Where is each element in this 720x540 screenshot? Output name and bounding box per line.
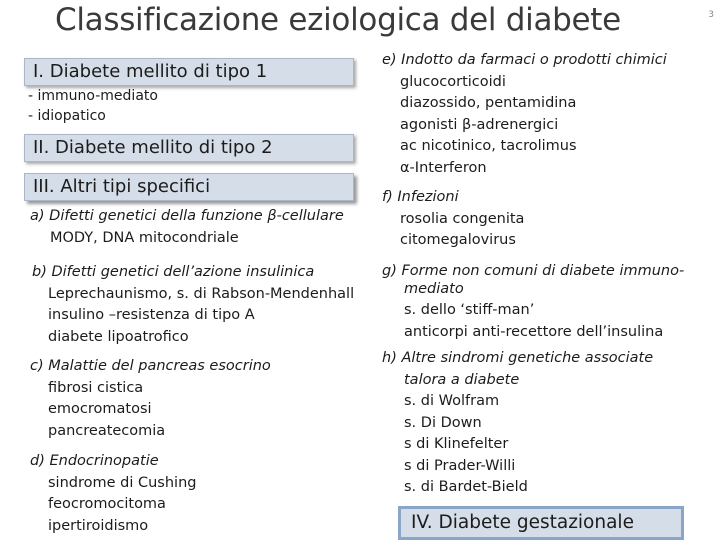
section-f <box>382 187 524 252</box>
section-d <box>30 451 196 537</box>
section-heading: d) Endocrinopatie <box>30 453 159 469</box>
section-heading-continued: mediato <box>404 280 464 297</box>
section-item: s di Klinefelter <box>404 436 509 452</box>
slide-title: Classificazione eziologica del diabete <box>55 2 621 38</box>
section-item: fibrosi cistica <box>48 379 144 396</box>
type2-box: II. Diabete mellito di tipo 2 <box>24 134 354 162</box>
section-item: citomegalovirus <box>400 232 516 248</box>
section-heading: e) Indotto da farmaci o prodotti chimici <box>382 52 667 68</box>
section-item: s. Di Down <box>404 414 482 431</box>
section-item: rosolia congenita <box>400 210 525 227</box>
section-item: s. di Wolfram <box>404 393 500 409</box>
section-heading-continued: talora a diabete <box>404 371 520 388</box>
section-e <box>382 50 667 179</box>
section-item: feocromocitoma <box>48 496 166 512</box>
section-a <box>30 206 344 249</box>
type1-box: I. Diabete mellito di tipo 1 <box>24 58 354 86</box>
section-item: agonisti β-adrenergici <box>400 116 559 133</box>
type1-subtype: - immuno-mediato <box>28 88 158 104</box>
type1-subtype: - idiopatico <box>28 108 106 124</box>
section-heading: b) Difetti genetici dell’azione insulinica <box>32 264 315 280</box>
section-item: s di Prader-Willi <box>404 457 516 474</box>
section-item: ac nicotinico, tacrolimus <box>400 138 577 154</box>
section-item: s. dello ‘stiff-man’ <box>404 302 535 318</box>
section-heading: a) Difetti genetici della funzione β-cellulare <box>30 208 344 224</box>
section-c <box>30 356 271 442</box>
type4-box: IV. Diabete gestazionale <box>398 506 684 540</box>
section-item: sindrome di Cushing <box>48 474 197 491</box>
section-g <box>382 261 684 343</box>
section-item: Leprechaunismo, s. di Rabson-Mendenhall <box>48 285 355 302</box>
type3-box: III. Altri tipi specifici <box>24 173 354 201</box>
section-item: MODY, DNA mitocondriale <box>50 229 239 246</box>
section-h <box>382 348 653 499</box>
section-heading: h) Altre sindromi genetiche associate <box>382 350 654 366</box>
section-item: emocromatosi <box>48 401 152 417</box>
section-heading: f) Infezioni <box>382 189 459 205</box>
section-item: ipertiroidismo <box>48 517 149 534</box>
section-item: anticorpi anti-recettore dell’insulina <box>404 323 664 340</box>
section-heading: g) Forme non comuni di diabete immuno- <box>382 263 685 279</box>
section-item: diabete lipoatrofico <box>48 328 189 345</box>
section-heading: c) Malattie del pancreas esocrino <box>30 358 271 374</box>
section-item: α-Interferon <box>400 159 487 176</box>
section-b <box>32 262 354 348</box>
section-item: diazossido, pentamidina <box>400 95 577 111</box>
section-item: pancreatecomia <box>48 422 166 439</box>
section-item: s. di Bardet-Bield <box>404 479 528 495</box>
slide-number: 3 <box>708 10 714 20</box>
section-item: glucocorticoidi <box>400 73 506 90</box>
section-item: insulino –resistenza di tipo A <box>48 307 255 323</box>
